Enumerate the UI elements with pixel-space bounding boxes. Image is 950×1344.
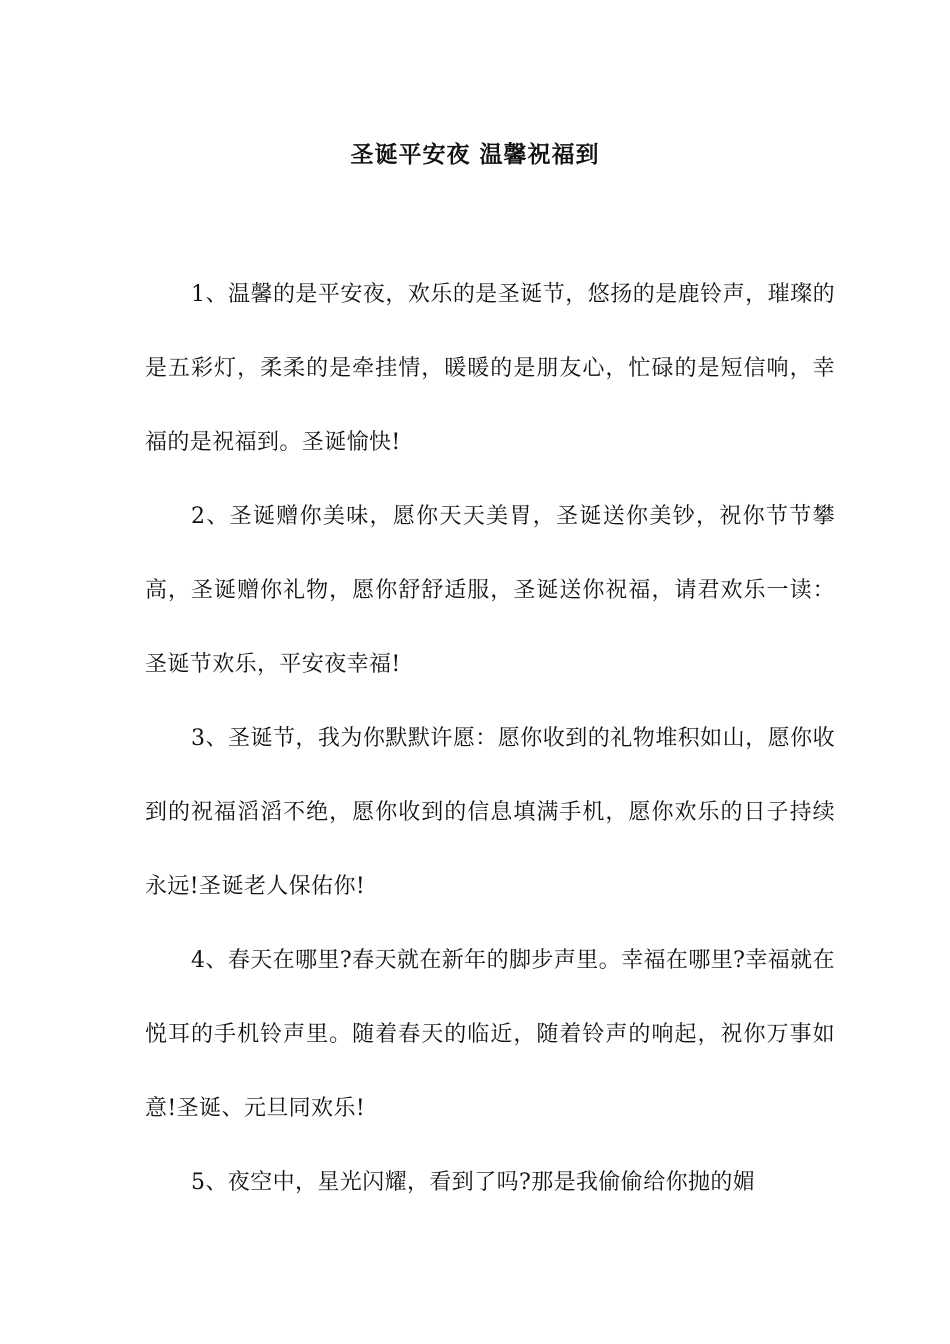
document-body <box>145 258 835 1220</box>
paragraph-2: 2、圣诞赠你美味，愿你天天美胃，圣诞送你美钞，祝你节节攀高，圣诞赠你礼物，愿你舒舒适服，圣诞送你祝福，请君欢乐一读：圣诞节欢乐，平安夜幸福! <box>145 504 835 677</box>
paragraph-4: 4、春天在哪里?春天就在新年的脚步声里。幸福在哪里?幸福就在悦耳的手机铃声里。随着春天的临近，随着铃声的响起，祝你万事如意!圣诞、元旦同欢乐! <box>145 948 835 1121</box>
paragraph-5: 5、夜空中，星光闪耀，看到了吗?那是我偷偷给你抛的媚 <box>191 1170 756 1195</box>
document-title: 圣诞平安夜 温馨祝福到 <box>350 141 600 168</box>
paragraph-1: 1、温馨的是平安夜，欢乐的是圣诞节，悠扬的是鹿铃声，璀璨的是五彩灯，柔柔的是牵挂情，暖暖的是朋友心，忙碌的是短信响，幸福的是祝福到。圣诞愉快! <box>145 282 835 455</box>
paragraph-3: 3、圣诞节，我为你默默许愿：愿你收到的礼物堆积如山，愿你收到的祝福滔滔不绝，愿你收到的信息填满手机，愿你欢乐的日子持续永远!圣诞老人保佑你! <box>145 726 835 899</box>
